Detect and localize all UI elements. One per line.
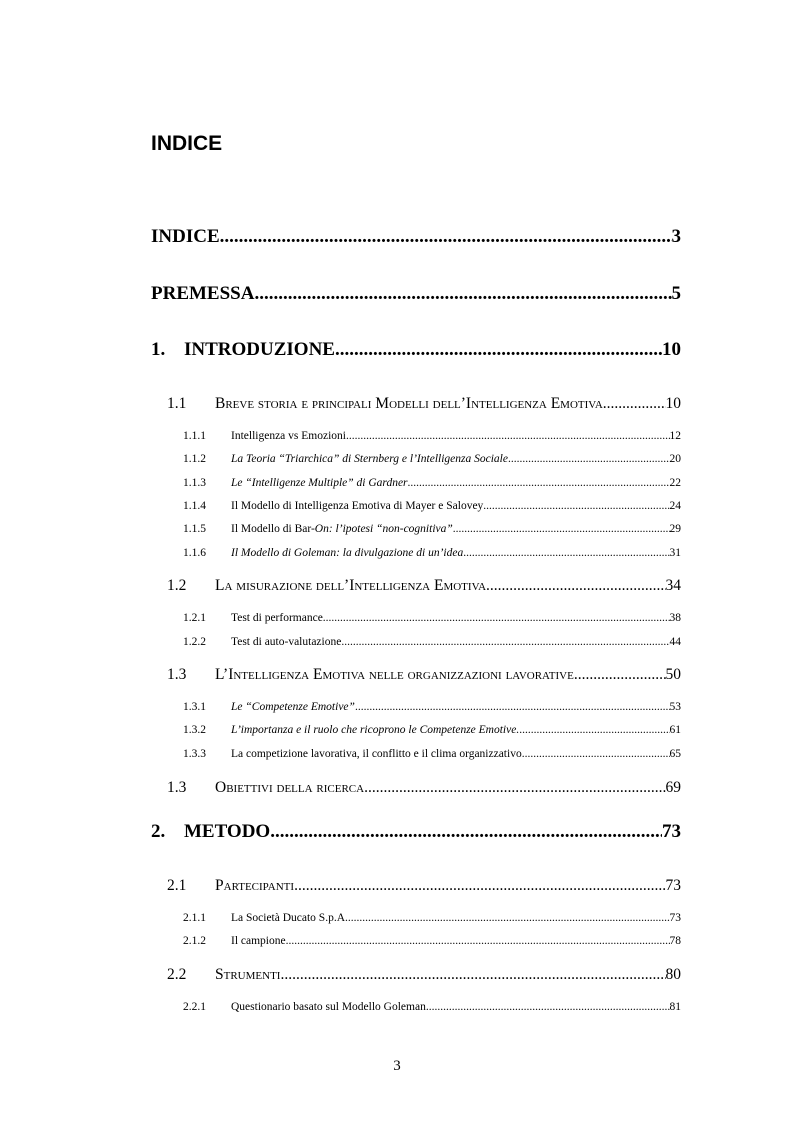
page-title: INDICE	[151, 132, 223, 155]
toc-entry-number: 1.	[151, 339, 166, 360]
toc-leader	[574, 666, 666, 684]
toc-entry-title: Partecipanti	[215, 877, 295, 894]
toc-entry-number: 1.1.3	[183, 477, 206, 489]
toc-entry-title: L’importanza e il ruolo che ricoprono le Competenze Emotive.	[231, 724, 520, 736]
toc-leader	[348, 912, 670, 924]
toc-entry-1-2-1[interactable]	[183, 612, 681, 624]
toc-entry-1-1-4[interactable]	[183, 500, 681, 512]
toc-entry-page: 20	[669, 453, 681, 465]
toc-leader	[341, 636, 669, 648]
toc-leader	[483, 500, 669, 512]
toc-leader	[335, 339, 662, 361]
toc-entry-number: 1.1.2	[183, 453, 206, 465]
toc-entry-page: 78	[669, 935, 681, 947]
toc-entry-number: 1.1.6	[183, 547, 206, 559]
toc-leader	[355, 701, 670, 713]
toc-entry-page: 38	[669, 612, 681, 624]
toc-entry-2-1[interactable]	[167, 877, 681, 895]
toc-entry-title: La Società Ducato S.p.A.	[231, 912, 348, 924]
toc-entry-number: 1.3.1	[183, 701, 206, 713]
toc-entry-2-2-1[interactable]	[183, 1001, 681, 1013]
toc-entry-page: 81	[669, 1001, 681, 1013]
toc-entry-number: 2.1	[167, 877, 187, 894]
toc-entry-number: 1.1.1	[183, 430, 206, 442]
toc-leader	[426, 1001, 670, 1013]
toc-leader	[254, 283, 671, 305]
toc-leader	[463, 547, 669, 559]
toc-entry-1-3-2[interactable]	[183, 724, 681, 736]
toc-leader	[603, 395, 666, 413]
toc-entry-title: La competizione lavorativa, il conflitto e il clima organizzativo	[231, 748, 522, 760]
toc-entry-page: 5	[671, 283, 681, 304]
toc-entry-page: 34	[665, 577, 681, 594]
toc-entry-1-2[interactable]	[167, 577, 681, 595]
toc-entry-page: 65	[669, 748, 681, 760]
table-of-contents	[151, 0, 681, 1123]
toc-entry-number: 2.1.2	[183, 935, 206, 947]
toc-leader	[519, 724, 669, 736]
toc-entry-title: Il campione	[231, 935, 286, 947]
toc-entry-title	[231, 523, 453, 535]
toc-entry-page: 12	[669, 430, 681, 442]
toc-entry-title: INTRODUZIONE	[184, 339, 335, 360]
toc-entry-title: Breve storia e principali Modelli dell’Intelligenza Emotiva	[215, 395, 603, 412]
toc-entry-page: 10	[665, 395, 681, 412]
toc-entry-1-1-3[interactable]	[183, 477, 681, 489]
toc-entry-introduzione[interactable]	[151, 339, 681, 361]
toc-entry-title: Test di performance	[231, 612, 323, 624]
toc-entry-title: Obiettivi della ricerca.	[215, 779, 368, 796]
toc-leader	[453, 523, 670, 535]
toc-entry-page: 10	[662, 339, 681, 360]
toc-leader	[368, 779, 666, 797]
toc-entry-page: 3	[671, 226, 681, 247]
toc-leader	[508, 453, 670, 465]
toc-entry-title: Le “Intelligenze Multiple” di Gardner	[231, 477, 408, 489]
toc-leader	[522, 748, 670, 760]
toc-entry-page: 69	[665, 779, 681, 796]
toc-entry-number: 1.3.2	[183, 724, 206, 736]
toc-entry-1-3-1[interactable]	[183, 701, 681, 713]
toc-entry-number: 1.3	[167, 666, 187, 683]
toc-entry-2-1-1[interactable]	[183, 912, 681, 924]
toc-entry-number: 2.2.1	[183, 1001, 206, 1013]
toc-entry-title: INDICE	[151, 226, 220, 247]
toc-entry-page: 53	[669, 701, 681, 713]
toc-entry-number: 1.1	[167, 395, 187, 412]
toc-entry-number: 1.1.4	[183, 500, 206, 512]
toc-entry-1-3-3[interactable]	[183, 748, 681, 760]
toc-entry-title-italic-part: On: l’ipotesi “non-cognitiva”	[314, 523, 453, 535]
toc-entry-2-2[interactable]	[167, 966, 681, 984]
toc-entry-page: 80	[665, 966, 681, 983]
toc-entry-1-1[interactable]	[167, 395, 681, 413]
toc-entry-premessa[interactable]	[151, 283, 681, 305]
toc-entry-title: PREMESSA	[151, 283, 255, 304]
toc-entry-number: 1.2.1	[183, 612, 206, 624]
toc-entry-title: Test di auto-valutazione	[231, 636, 342, 648]
toc-entry-page: 44	[669, 636, 681, 648]
toc-entry-page: 31	[669, 547, 681, 559]
toc-entry-number: 2.	[151, 821, 166, 842]
toc-entry-title: Questionario basato sul Modello Goleman	[231, 1001, 426, 1013]
toc-leader	[280, 966, 665, 984]
toc-entry-page: 73	[665, 877, 681, 894]
toc-entry-1-3-obiettivi[interactable]	[167, 779, 681, 797]
toc-entry-page: 24	[669, 500, 681, 512]
toc-leader	[294, 877, 665, 895]
toc-entry-metodo[interactable]	[151, 821, 681, 843]
toc-entry-page: 22	[669, 477, 681, 489]
toc-entry-number: 1.3.3	[183, 748, 206, 760]
page-number: 3	[393, 1058, 401, 1074]
toc-leader	[323, 612, 670, 624]
toc-entry-title: L’Intelligenza Emotiva nelle organizzazioni lavorative	[215, 666, 574, 683]
toc-entry-1-2-2[interactable]	[183, 636, 681, 648]
toc-entry-1-1-1[interactable]	[183, 430, 681, 442]
toc-entry-title: Le “Competenze Emotive”	[231, 701, 355, 713]
toc-leader	[346, 430, 670, 442]
toc-entry-number: 1.3	[167, 779, 187, 796]
toc-entry-indice[interactable]	[151, 226, 681, 248]
toc-entry-page: 29	[669, 523, 681, 535]
toc-leader	[270, 821, 662, 843]
toc-entry-number: 2.1.1	[183, 912, 206, 924]
toc-entry-title: Il Modello di Goleman: la divulgazione di un’idea	[231, 547, 464, 559]
toc-entry-title: METODO	[184, 821, 271, 842]
toc-entry-number: 1.2.2	[183, 636, 206, 648]
toc-entry-1-1-5[interactable]	[183, 523, 681, 535]
toc-entry-page: 50	[665, 666, 681, 683]
toc-entry-1-3[interactable]	[167, 666, 681, 684]
toc-leader	[486, 577, 665, 595]
toc-entry-title: La Teoria “Triarchica” di Sternberg e l’Intelligenza Sociale	[231, 453, 508, 465]
toc-entry-page: 73	[662, 821, 681, 842]
toc-leader	[286, 935, 670, 947]
toc-entry-number: 2.2	[167, 966, 187, 983]
toc-entry-number: 1.2	[167, 577, 187, 594]
toc-leader	[220, 226, 672, 248]
toc-entry-title-part: Il Modello di Bar-	[231, 523, 315, 535]
toc-entry-title: La misurazione dell’Intelligenza Emotiva	[215, 577, 487, 594]
toc-entry-number: 1.1.5	[183, 523, 206, 535]
toc-entry-page: 61	[669, 724, 681, 736]
toc-entry-1-1-6[interactable]	[183, 547, 681, 559]
toc-leader	[408, 477, 670, 489]
toc-entry-1-1-2[interactable]	[183, 453, 681, 465]
toc-entry-page: 73	[669, 912, 681, 924]
toc-entry-2-1-2[interactable]	[183, 935, 681, 947]
toc-entry-title: Strumenti	[215, 966, 281, 983]
toc-entry-title: Intelligenza vs Emozioni	[231, 430, 346, 442]
toc-entry-title: Il Modello di Intelligenza Emotiva di Mayer e Salovey	[231, 500, 484, 512]
